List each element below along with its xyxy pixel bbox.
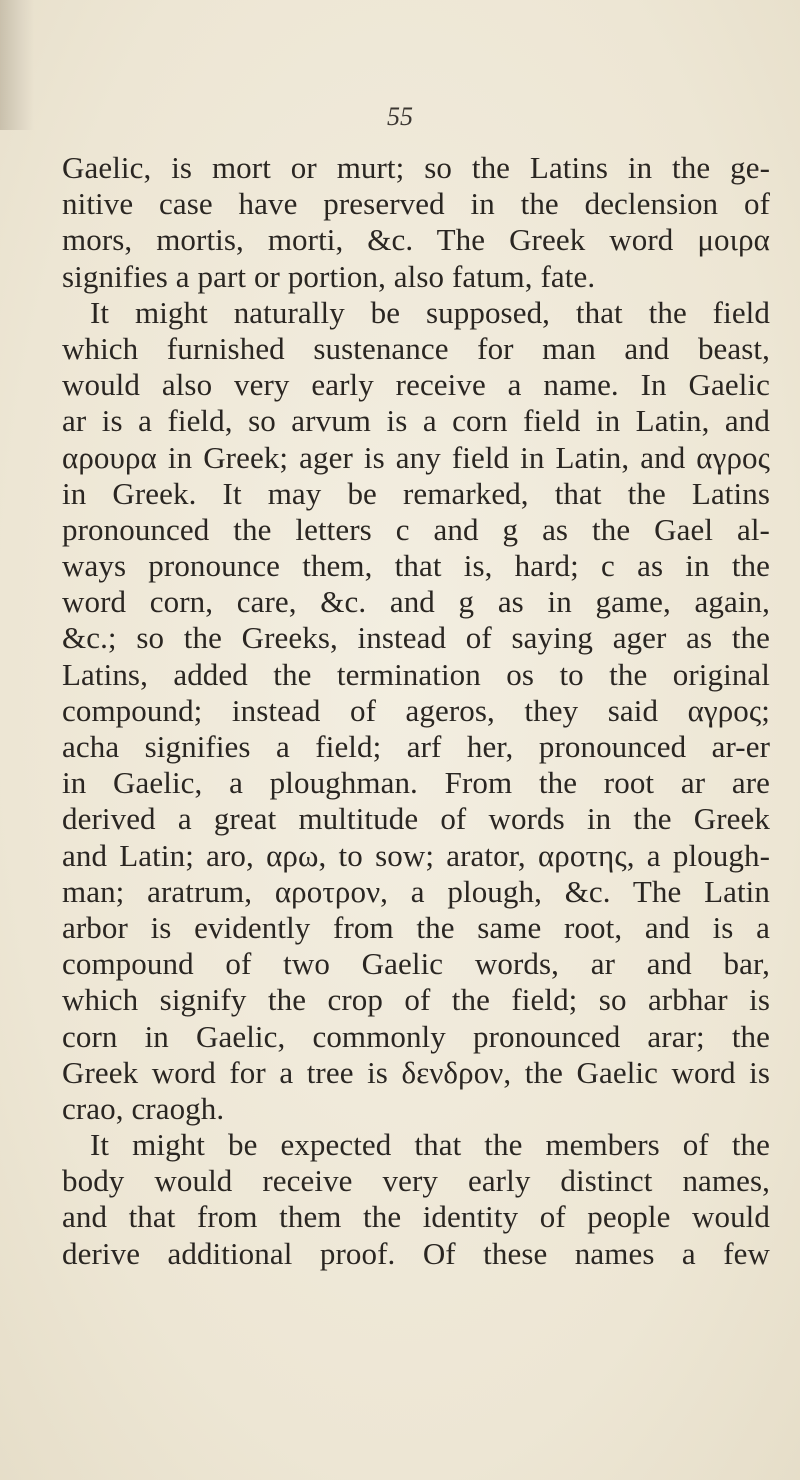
text-line: pronounced the letters c and g as the Gael al- [62,511,770,547]
text-line: mors, mortis, morti, &c. The Greek word μοιρα [62,222,770,258]
text-line: in Greek. It may be remarked, that the Latins [62,475,770,511]
text-line: derived a great multitude of words in the Greek [62,801,770,837]
text-line: corn in Gaelic, commonly pronounced arar; the [62,1018,770,1054]
text-line: and Latin; aro, αρω, to sow; arator, αροτης, a plough- [62,837,770,873]
text-line: ar is a field, so arvum is a corn field in Latin, and [62,403,770,439]
text-line: αρουρα in Greek; ager is any field in Latin, and αγρος [62,439,770,475]
text-line: &c.; so the Greeks, instead of saying ager as the [62,620,770,656]
text-line: nitive case have preserved in the declension of [62,186,770,222]
body-text [62,150,770,1272]
text-line: in Gaelic, a ploughman. From the root ar are [62,765,770,801]
text-line: and that from them the identity of people would [62,1199,770,1235]
text-line: ways pronounce them, that is, hard; c as in the [62,548,770,584]
text-line: acha signifies a field; arf her, pronounced ar-er [62,729,770,764]
text-line: compound; instead of ageros, they said αγρος; [62,692,770,728]
text-line: word corn, care, &c. and g as in game, again, [62,584,770,620]
text-line: Gaelic, is mort or murt; so the Latins in the ge- [62,150,770,185]
text-line: which signify the crop of the field; so arbhar is [62,982,770,1018]
text-line: Latins, added the termination os to the original [62,656,770,692]
text-line: compound of two Gaelic words, ar and bar, [62,946,770,982]
text-line: crao, craogh. [62,1090,225,1126]
text-line: arbor is evidently from the same root, and is a [62,909,770,945]
text-line: It might naturally be supposed, that the field [90,294,770,330]
text-line: Greek word for a tree is δενδρον, the Gaelic word is [62,1054,770,1090]
text-line: signifies a part or portion, also fatum, fate. [62,258,596,294]
text-line: It might be expected that the members of the [90,1127,770,1163]
text-line: which furnished sustenance for man and beast, [62,330,770,366]
text-line: would also very early receive a name. In Gaelic [62,367,770,403]
page-number: 55 [387,102,413,131]
text-line: body would receive very early distinct names, [62,1163,770,1199]
text-line: derive additional proof. Of these names a few [62,1235,770,1271]
text-line: man; aratrum, αροτρον, a plough, &c. The Latin [62,873,770,909]
